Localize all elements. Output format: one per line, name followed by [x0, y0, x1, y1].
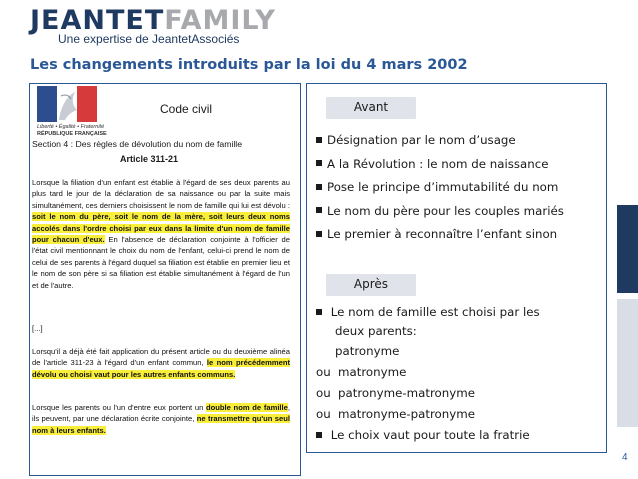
law-text: , ils peuvent, par une déclaration écrite conjointe, — [32, 403, 290, 424]
ou-label: ou — [316, 407, 331, 421]
option-matronyme-patronyme — [316, 404, 601, 425]
list-item — [316, 303, 601, 322]
list-item — [316, 153, 606, 177]
option-text: matronyme — [338, 365, 407, 379]
list-item-text: Pose le principe d’immutabilité du nom — [327, 180, 559, 194]
decorative-bar-light — [617, 299, 638, 427]
article-number: Article 311-21 — [120, 154, 179, 164]
logo-family: FAMILY — [164, 5, 276, 36]
page-number: 4 — [622, 452, 628, 463]
comparison-panel — [306, 83, 607, 453]
list-item — [316, 200, 606, 224]
code-civil-caption: Code civil — [160, 102, 213, 116]
ou-label: ou — [316, 365, 331, 379]
decorative-bar-dark — [617, 205, 638, 293]
section-heading: Section 4 : Des règles de dévolution du nom de famille — [32, 139, 243, 149]
law-paragraph-1 — [32, 177, 290, 291]
list-item-continuation: deux parents: — [335, 324, 417, 338]
bullet-square-icon — [316, 184, 322, 190]
bullet-square-icon — [316, 231, 322, 237]
option-patronyme-matronyme — [316, 383, 601, 404]
list-item-text: Le premier à reconnaître l’enfant sinon — [327, 227, 558, 241]
law-highlight: ne transmettre qu'un seul nom à leurs enfants. — [32, 414, 291, 435]
option-text: matronyme-patronyme — [338, 407, 475, 421]
apres-label: Après — [326, 274, 416, 296]
law-text: Lorsque la filiation d'un enfant est établie à l'égard de ses deux parents au plus tard le jour de la déclaration de sa naissance ou par la suite mais simultanément, ces derniers choisissent le nom de famille qui lui est dévolu : — [32, 178, 290, 210]
slide-title: Les changements introduits par la loi du 4 mars 2002 — [30, 57, 468, 73]
list-item-text: Le nom de famille est choisi par les — [330, 305, 540, 319]
bullet-square-icon — [316, 160, 322, 166]
avant-list — [316, 129, 606, 247]
list-item-text: Le choix vaut pour toute la fratrie — [330, 428, 530, 442]
emblem-republic: RÉPUBLIQUE FRANÇAISE — [37, 131, 107, 137]
bullet-square-icon — [316, 137, 322, 143]
bullet-square-icon — [316, 432, 322, 438]
ou-label: ou — [316, 386, 331, 400]
list-item — [316, 176, 606, 200]
option-matronyme — [316, 362, 601, 383]
option-patronyme: patronyme — [335, 344, 400, 358]
logo-jeantet: JEANTET — [30, 5, 165, 36]
law-text: Lorsque les parents ou l'un d'entre eux portent un — [32, 403, 206, 412]
list-item-text: Désignation par le nom d’usage — [327, 133, 516, 147]
list-item — [316, 223, 606, 247]
emblem-motto: Liberté • Égalité • Fraternité — [37, 124, 105, 130]
company-logo — [30, 5, 276, 46]
list-item — [316, 425, 601, 446]
logo-tagline: Une expertise de JeantetAssociés — [58, 32, 240, 46]
law-ellipsis: [...] — [32, 324, 43, 333]
law-text: En l'absence de déclaration conjointe à l'officier de l'état civil mentionnant le choix du nom de l'enfant, celui-ci prend le nom de celui de ses parents à l'égard duquel sa filiation est établie en premier lieu et le nom de son père si sa filiation est établie simultanément à l'égard de l'un et de l'autre. — [32, 235, 290, 290]
list-item-text: A la Révolution : le nom de naissance — [327, 156, 549, 171]
apres-list — [316, 303, 601, 446]
law-highlight: le nom précédemment dévolu ou choisi vaut pour les autres enfants communs. — [32, 358, 290, 379]
bullet-square-icon — [316, 309, 322, 315]
code-civil-excerpt — [29, 83, 301, 476]
list-item — [316, 129, 606, 153]
law-text: Lorsqu'il a déjà été fait application du présent article ou du deuxième alinéa de l'article 311-23 à l'égard d'un enfant commun, — [32, 347, 290, 368]
law-paragraph-3 — [32, 402, 290, 436]
option-text: patronyme-matronyme — [338, 386, 475, 400]
law-highlight: soit le nom du père, soit le nom de la mère, soit leurs deux noms accolés dans l'ordre choisi par eux dans la limite d'un nom de famille pour chacun d'eux. — [32, 212, 290, 245]
list-item-text: Le nom du père pour les couples mariés — [327, 203, 564, 218]
law-highlight: double nom de famille — [205, 403, 288, 412]
law-paragraph-2 — [32, 346, 290, 380]
bullet-square-icon — [316, 207, 322, 213]
marianne-emblem-icon — [37, 86, 97, 126]
avant-label: Avant — [326, 97, 416, 119]
